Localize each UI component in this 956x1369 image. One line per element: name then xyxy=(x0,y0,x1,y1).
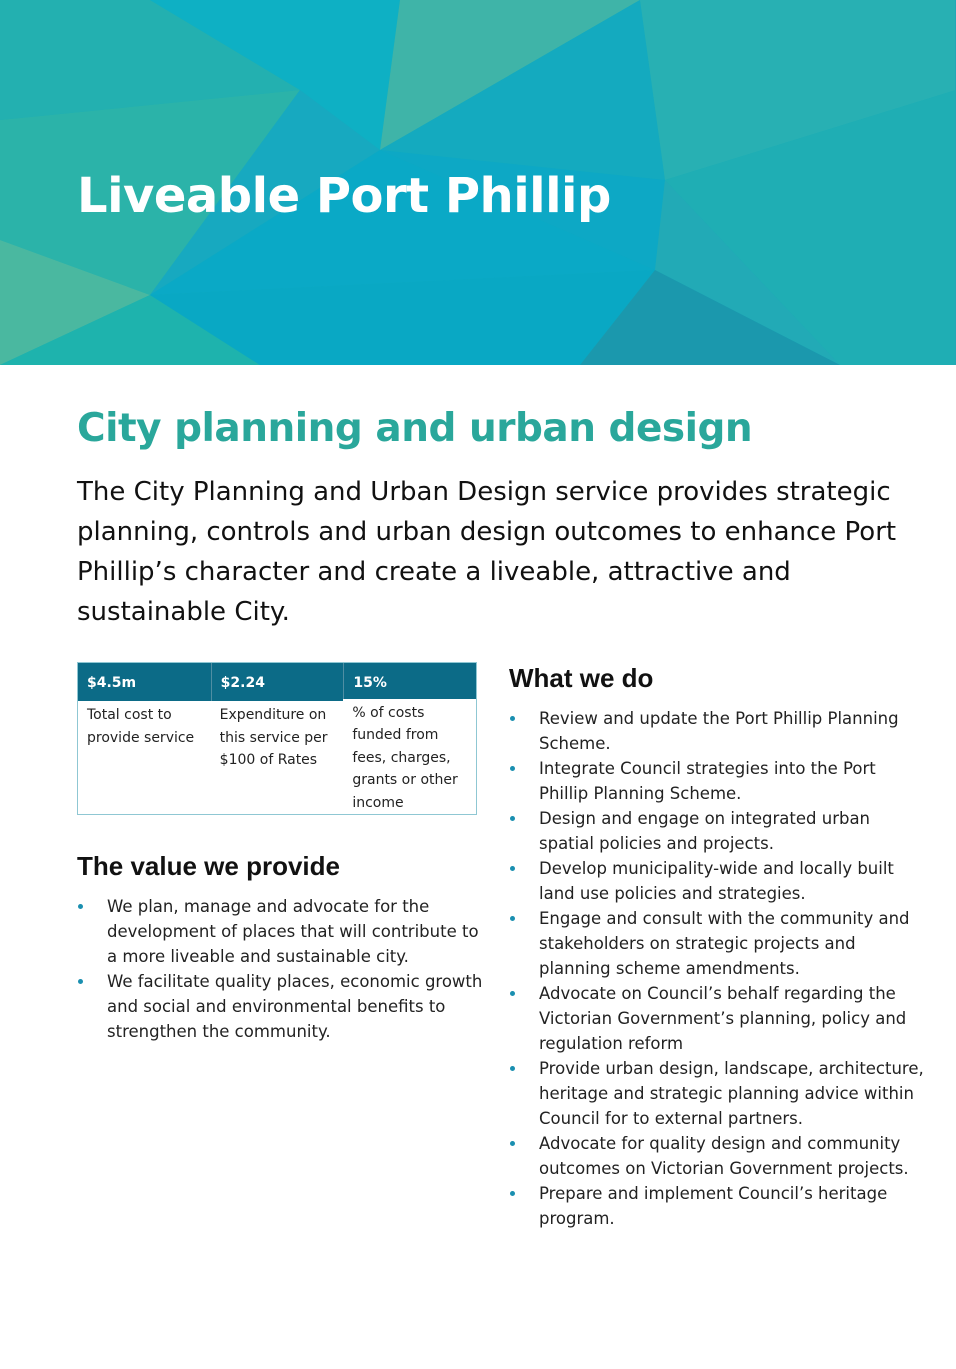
bullet-icon xyxy=(510,1191,515,1196)
stat-column xyxy=(211,663,344,814)
banner-title: Liveable Port Phillip xyxy=(77,168,611,224)
stat-column xyxy=(343,663,476,814)
section-title: City planning and urban design xyxy=(77,406,753,451)
list-item-text: Advocate on Council’s behalf regarding the Victorian Government’s planning, policy and regulation reform xyxy=(539,984,907,1053)
list-item xyxy=(509,706,929,756)
list-item-text: Integrate Council strategies into the Port Phillip Planning Scheme. xyxy=(539,759,876,803)
list-item xyxy=(509,1131,929,1181)
bullet-icon xyxy=(78,979,83,984)
list-item xyxy=(509,1056,929,1131)
stats-table xyxy=(77,662,477,815)
list-item xyxy=(77,969,489,1044)
what-we-do-heading: What we do xyxy=(509,663,654,693)
stat-value: 15% xyxy=(343,663,476,699)
list-item xyxy=(77,894,489,969)
list-item-text: Design and engage on integrated urban spatial policies and projects. xyxy=(539,809,871,853)
stat-value: $2.24 xyxy=(211,663,344,701)
list-item xyxy=(509,756,929,806)
intro-paragraph: The City Planning and Urban Design service provides strategic planning, controls and urban design outcomes to enhance Port Phillip’s character and create a liveable, attractive and sustainable City. xyxy=(77,477,897,627)
what-we-do-list xyxy=(509,706,929,1231)
bullet-icon xyxy=(510,1141,515,1146)
stat-description: Expenditure on this service per $100 of Rates xyxy=(219,707,328,768)
list-item-text: Provide urban design, landscape, architecture, heritage and strategic planning advice within Council for to external partners. xyxy=(539,1059,924,1128)
stat-description: Total cost to provide service xyxy=(87,707,195,746)
list-item-text: Develop municipality-wide and locally built land use policies and strategies. xyxy=(539,859,894,903)
list-item xyxy=(509,1181,929,1231)
list-item-text: We plan, manage and advocate for the development of places that will contribute to a more liveable and sustainable city. xyxy=(107,897,479,966)
list-item-text: We facilitate quality places, economic growth and social and environmental benefits to strengthen the community. xyxy=(107,972,483,1041)
bullet-icon xyxy=(510,991,515,996)
list-item-text: Prepare and implement Council’s heritage program. xyxy=(539,1184,888,1228)
value-we-provide-heading: The value we provide xyxy=(77,851,340,881)
stat-column xyxy=(78,663,211,814)
stat-value: $4.5m xyxy=(78,663,211,701)
list-item xyxy=(509,906,929,981)
bullet-icon xyxy=(510,766,515,771)
list-item-text: Review and update the Port Phillip Planning Scheme. xyxy=(539,709,899,753)
list-item xyxy=(509,981,929,1056)
header-banner xyxy=(0,0,956,365)
list-item-text: Advocate for quality design and community outcomes on Victorian Government projects. xyxy=(539,1134,909,1178)
bullet-icon xyxy=(510,816,515,821)
bullet-icon xyxy=(78,904,83,909)
bullet-icon xyxy=(510,916,515,921)
value-we-provide-list xyxy=(77,894,489,1044)
list-item xyxy=(509,856,929,906)
bullet-icon xyxy=(510,866,515,871)
stat-description: % of costs funded from fees, charges, grants or other income xyxy=(352,704,458,811)
list-item xyxy=(509,806,929,856)
list-item-text: Engage and consult with the community and stakeholders on strategic projects and planning scheme amendments. xyxy=(539,909,910,978)
bullet-icon xyxy=(510,716,515,721)
bullet-icon xyxy=(510,1066,515,1071)
